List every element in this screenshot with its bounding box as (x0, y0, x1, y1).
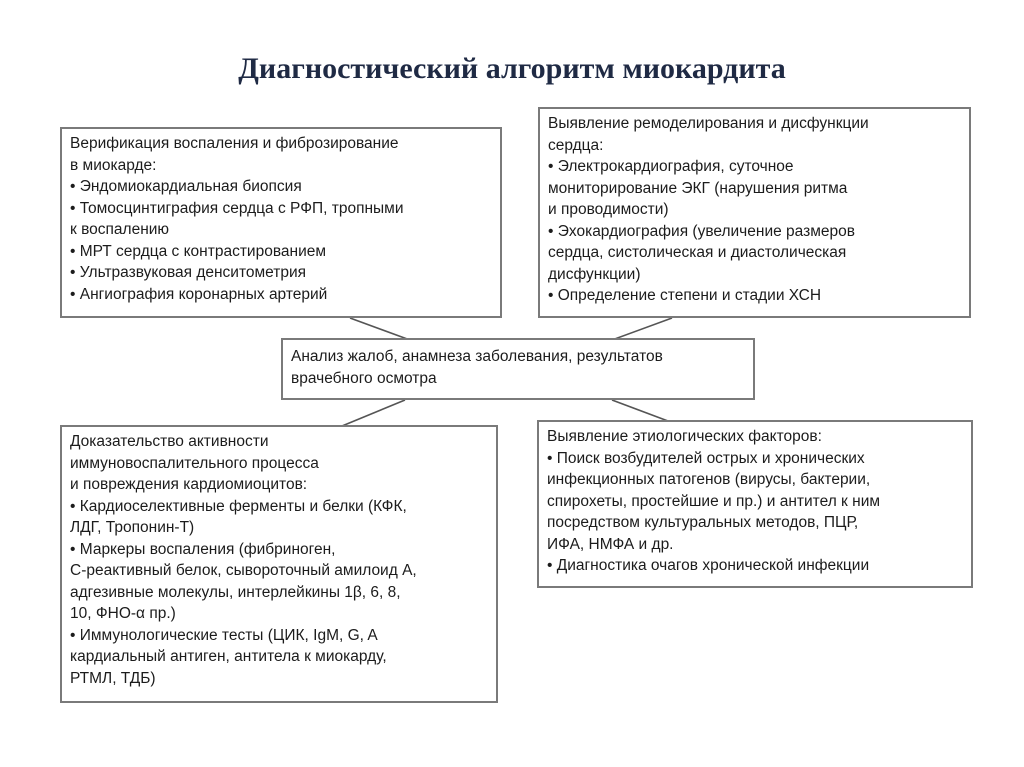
box-history-analysis (281, 338, 755, 400)
box-text-line: 10, ФНО-α пр.) (70, 605, 176, 622)
box-text-line: • Эндомиокардиальная биопсия (70, 178, 302, 195)
box-text-line: Верификация воспаления и фиброзирование (70, 135, 399, 152)
box-text-line: в миокарде: (70, 156, 157, 174)
box-text-line: РТМЛ, ТДБ) (70, 669, 156, 687)
connector-bottom-left (342, 400, 405, 426)
box-text-line: посредством культуральных методов, ПЦР, (547, 514, 859, 531)
box-text-line: сердца: (548, 136, 604, 154)
box-text-line: ЛДГ, Тропонин-Т) (70, 519, 195, 536)
box-text-line: дисфункции) (548, 265, 641, 283)
box-text-line: к воспалению (70, 221, 170, 238)
box-text-line: • Ультразвуковая денситометрия (70, 264, 307, 281)
box-text-line: адгезивные молекулы, интерлейкины 1β, 6, 8, (70, 583, 401, 601)
box-text-line: Выявление этиологических факторов: (547, 428, 822, 445)
connector-bottom-right (612, 400, 668, 421)
page-title: Диагностический алгоритм миокардита (238, 52, 786, 85)
connector-top-left (350, 318, 410, 340)
box-immune-activity (60, 425, 498, 703)
box-text-line: • Поиск возбудителей острых и хронических (547, 449, 865, 467)
box-text-line: инфекционных патогенов (вирусы, бактерии, (547, 471, 871, 488)
box-text-line: кардиальный антиген, антитела к миокарду, (70, 648, 387, 665)
box-etiology-factors (537, 420, 973, 588)
box-text-line: • Кардиоселективные ферменты и белки (КФК, (70, 497, 407, 515)
box-text-line: и проводимости) (548, 201, 669, 218)
connector-top-right (612, 318, 672, 340)
box-text-line: мониторирование ЭКГ (нарушения ритма (548, 179, 848, 197)
box-text-line: • Эхокардиография (увеличение размеров (548, 222, 855, 240)
box-text-line: • Электрокардиография, суточное (548, 158, 794, 175)
box-text-line: Доказательство активности (70, 433, 269, 450)
box-text-line: сердца, систолическая и диастолическая (548, 244, 847, 261)
box-text-line: иммуновоспалительного процесса (70, 454, 319, 472)
box-text-line: спирохеты, простейшие и пр.) и антител к ним (547, 492, 881, 510)
box-text-line: и повреждения кардиомиоцитов: (70, 476, 308, 493)
box-text-line: • Иммунологические тесты (ЦИК, IgM, G, A (70, 626, 378, 644)
box-text-line: • Маркеры воспаления (фибриноген, (70, 540, 336, 558)
box-text-line: ИФА, НМФА и др. (547, 535, 674, 553)
box-text-line: Анализ жалоб, анамнеза заболевания, результатов (291, 348, 663, 365)
box-text-line: врачебного осмотра (291, 369, 437, 387)
box-inflammation-verification (60, 127, 502, 318)
box-text-line: • Диагностика очагов хронической инфекции (547, 557, 870, 574)
box-text-line: • Определение степени и стадии ХСН (548, 287, 822, 304)
box-text-line: Выявление ремоделирования и дисфункции (548, 115, 869, 132)
box-text-line: • Томосцинтиграфия сердца с РФП, тропными (70, 199, 404, 217)
box-text-line: • МРТ сердца с контрастированием (70, 242, 326, 260)
box-remodeling-dysfunction (538, 107, 971, 318)
box-text-line: • Ангиография коронарных артерий (70, 285, 328, 303)
box-text-line: С-реактивный белок, сывороточный амилоид А, (70, 562, 417, 579)
